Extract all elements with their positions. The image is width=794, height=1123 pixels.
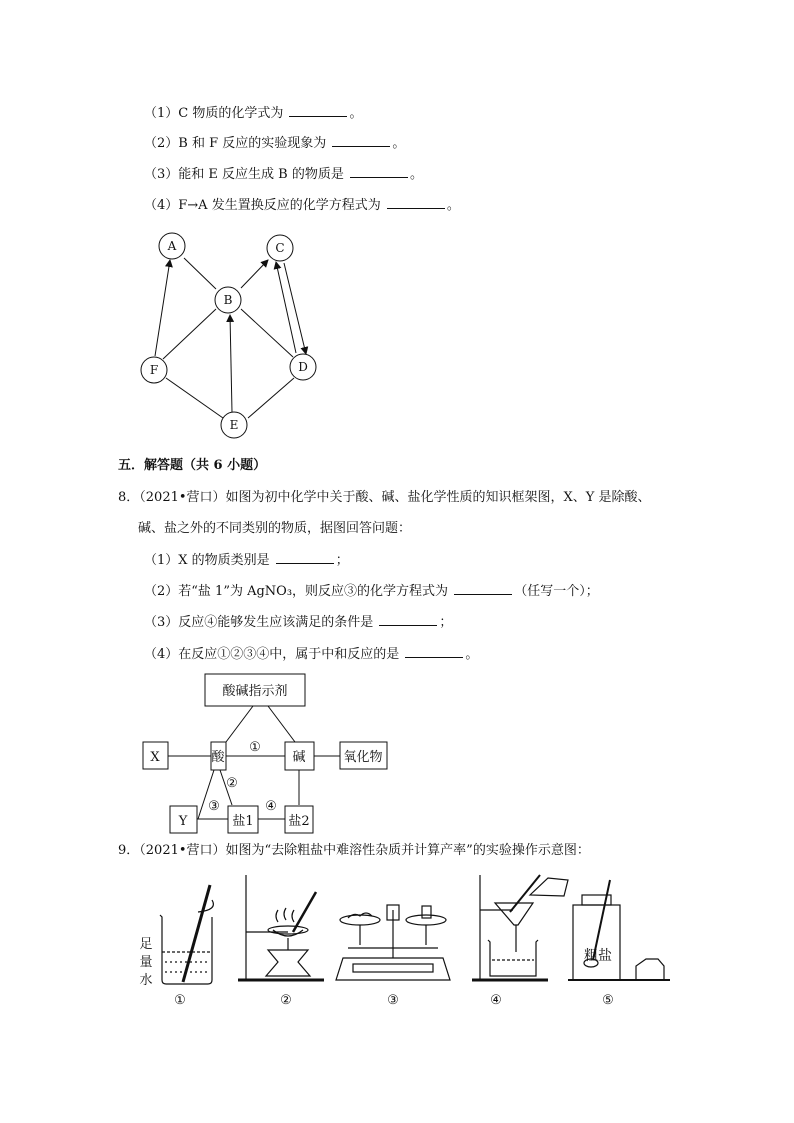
balance-illustration bbox=[336, 905, 450, 980]
node-a-label: A bbox=[167, 239, 177, 253]
q8-item-4 bbox=[144, 645, 478, 664]
x-label: X bbox=[150, 750, 160, 765]
edge-e-b bbox=[230, 315, 232, 412]
reaction-3-label: ③ bbox=[208, 799, 220, 814]
acid-label: 酸 bbox=[211, 750, 225, 765]
oxide-label: 氧化物 bbox=[343, 750, 383, 765]
step-1-label: ① bbox=[174, 993, 186, 1008]
answer-blank[interactable] bbox=[276, 551, 334, 564]
reaction-1-label: ① bbox=[249, 740, 261, 755]
edge-d-c bbox=[276, 262, 296, 353]
q7-item-1-text: （1）C 物质的化学式为 bbox=[144, 106, 288, 121]
q7-item-4 bbox=[144, 196, 460, 215]
node-b-label: B bbox=[223, 293, 233, 307]
answer-blank[interactable] bbox=[379, 613, 437, 626]
q8-item-1 bbox=[144, 551, 349, 570]
salt2-label: 盐2 bbox=[288, 814, 310, 829]
q8-item-1-text: （1）X 的物质类别是 bbox=[144, 553, 274, 568]
filtration-illustration bbox=[472, 875, 568, 980]
edge-b-d bbox=[241, 309, 293, 357]
q7-item-4-text: （4）F→A 发生置换反应的化学方程式为 bbox=[144, 198, 385, 213]
q8-item-2-end: （任写一个）； bbox=[514, 584, 599, 599]
q9-stem: 9．（2021•营口）如图为“去除粗盐中难溶性杂质并计算产率”的实验操作示意图： bbox=[118, 843, 590, 858]
reaction-4-label: ④ bbox=[265, 799, 277, 814]
q8-item-3-end: ； bbox=[439, 615, 453, 630]
edge-e-d bbox=[248, 378, 294, 418]
q7-item-1 bbox=[144, 104, 363, 123]
edge-f-b bbox=[163, 309, 216, 359]
edge-f-e bbox=[166, 378, 223, 418]
answer-blank[interactable] bbox=[454, 582, 512, 595]
reaction-2-label: ② bbox=[226, 776, 238, 791]
q7-item-4-end: 。 bbox=[446, 198, 460, 213]
node-e-label: E bbox=[229, 418, 239, 432]
q7-item-2-text: （2）B 和 F 反应的实验现象为 bbox=[144, 136, 331, 151]
link-acid-indicator bbox=[226, 706, 253, 742]
node-f-label: F bbox=[149, 363, 159, 377]
q8-item-4-end: 。 bbox=[465, 647, 479, 662]
step-5-label: ⑤ bbox=[602, 993, 614, 1008]
q8-stem-line2: 碱、盐之外的不同类别的物质，据图回答问题： bbox=[138, 521, 412, 536]
step-2-label: ② bbox=[280, 993, 292, 1008]
water-label-2: 量 bbox=[139, 955, 153, 970]
q7-item-2-end: 。 bbox=[392, 136, 406, 151]
q8-stem-line1: 8．（2021•营口）如图为初中化学中关于酸、碱、盐化学性质的知识框架图，X、Y 是除酸、 bbox=[118, 490, 651, 505]
node-c-label: C bbox=[275, 241, 285, 255]
water-label-3: 水 bbox=[139, 973, 153, 988]
answer-blank[interactable] bbox=[350, 165, 408, 178]
link-indicator-base bbox=[268, 706, 295, 742]
q7-item-3-end: 。 bbox=[409, 167, 423, 182]
indicator-label: 酸碱指示剂 bbox=[222, 684, 288, 699]
q8-item-3 bbox=[144, 613, 452, 632]
coarse-salt-label: 粗盐 bbox=[584, 948, 612, 964]
reagent-jar-illustration bbox=[568, 880, 670, 980]
q9-experiment-illustration bbox=[138, 870, 678, 1015]
q8-item-2 bbox=[144, 582, 599, 601]
node-d-label: D bbox=[298, 360, 308, 374]
edge-a-b bbox=[184, 258, 216, 289]
answer-blank[interactable] bbox=[289, 104, 347, 117]
salt1-label: 盐1 bbox=[232, 814, 254, 829]
edge-c-d bbox=[284, 263, 306, 354]
q7-item-2 bbox=[144, 134, 405, 153]
answer-blank[interactable] bbox=[387, 196, 445, 209]
edge-b-c bbox=[241, 260, 268, 288]
q8-framework-diagram bbox=[140, 670, 400, 835]
answer-blank[interactable] bbox=[405, 645, 463, 658]
beaker-stirring-illustration bbox=[160, 885, 213, 984]
q7-item-3-text: （3）能和 E 反应生成 B 的物质是 bbox=[144, 167, 348, 182]
step-3-label: ③ bbox=[387, 993, 399, 1008]
q8-item-3-text: （3）反应④能够发生应该满足的条件是 bbox=[144, 615, 378, 630]
evaporation-illustration bbox=[238, 875, 324, 980]
edge-f-a bbox=[155, 260, 170, 356]
q7-item-1-end: 。 bbox=[349, 106, 363, 121]
base-label: 碱 bbox=[292, 750, 306, 765]
q8-item-4-text: （4）在反应①②③④中，属于中和反应的是 bbox=[144, 647, 404, 662]
step-4-label: ④ bbox=[490, 993, 502, 1008]
q7-relation-diagram bbox=[130, 225, 330, 445]
q7-item-3 bbox=[144, 165, 423, 184]
section-title: 五．解答题（共 6 小题） bbox=[118, 458, 267, 473]
q8-item-2-text: （2）若“盐 1”为 AgNO₃，则反应③的化学方程式为 bbox=[144, 584, 453, 599]
answer-blank[interactable] bbox=[332, 134, 390, 147]
q8-item-1-end: ； bbox=[335, 553, 349, 568]
y-label: Y bbox=[178, 814, 188, 829]
water-label-1: 足 bbox=[139, 937, 153, 952]
